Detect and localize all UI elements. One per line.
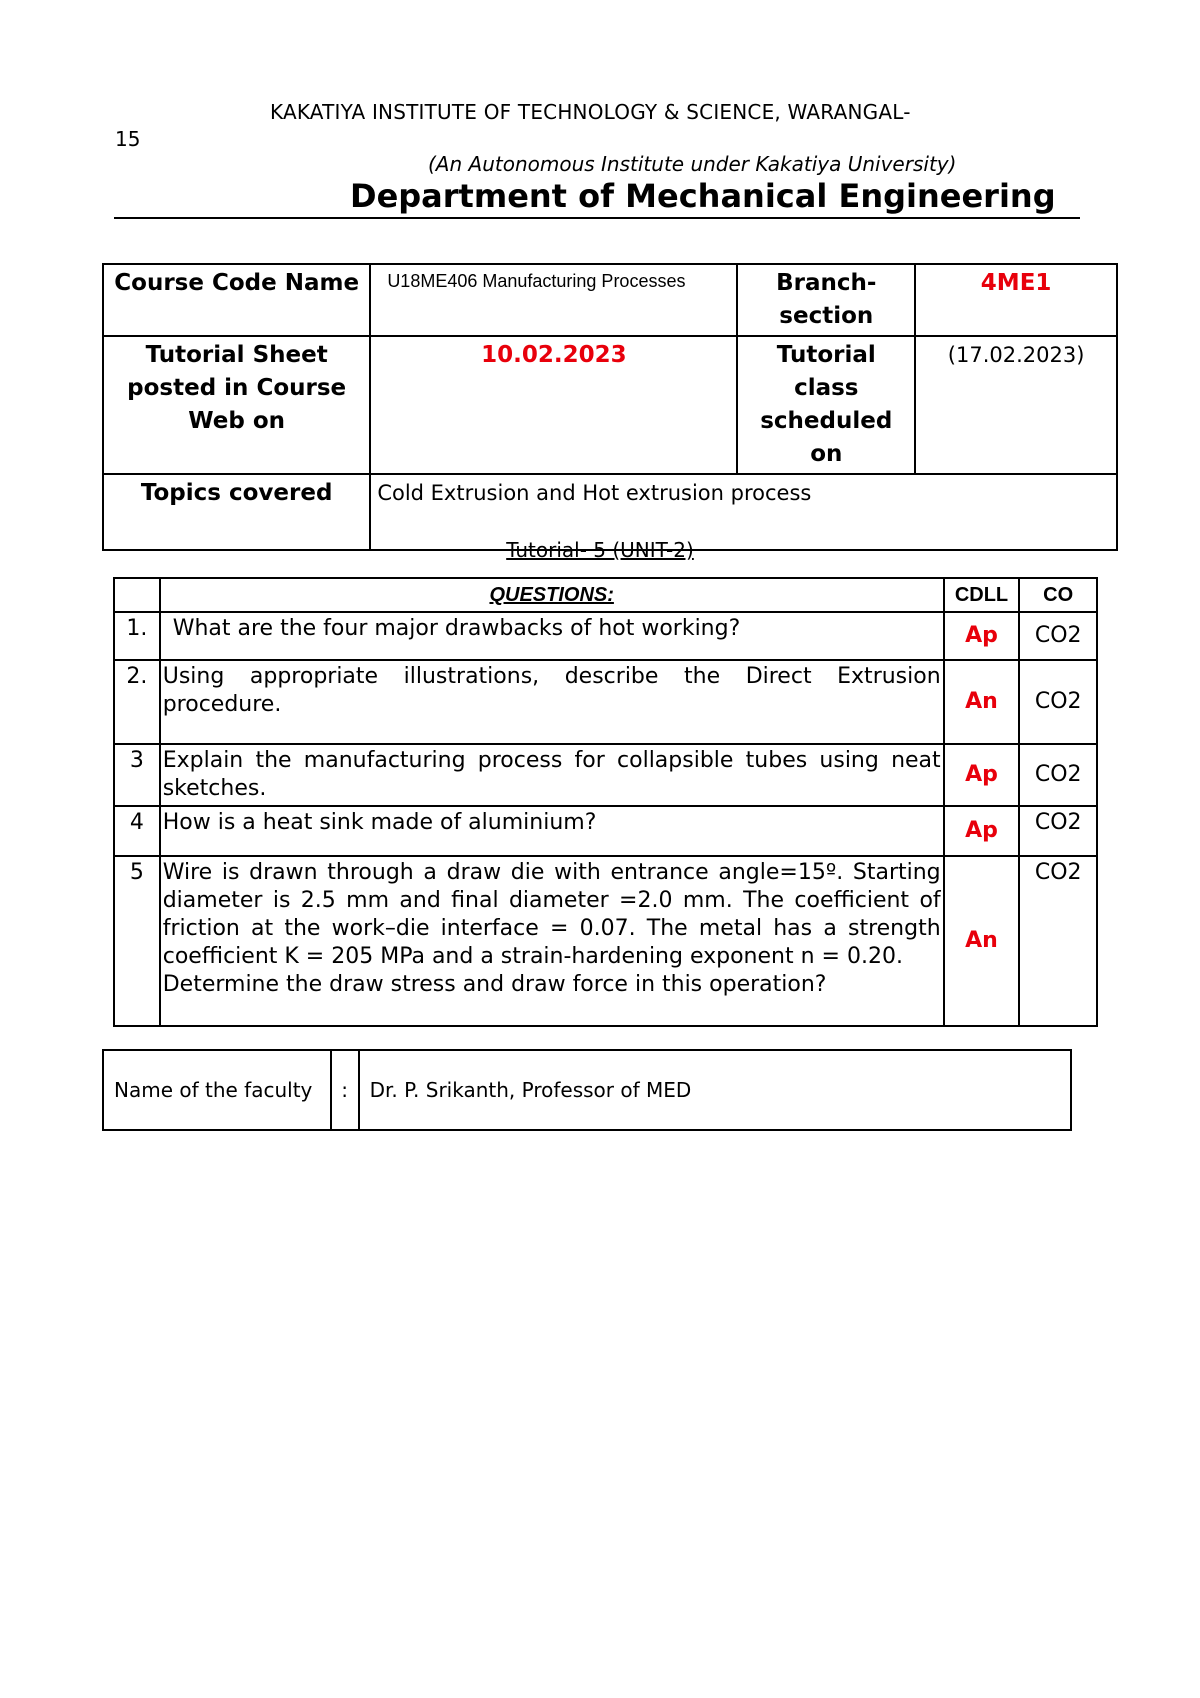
- question-text-cell: [160, 856, 944, 1026]
- questions-header-row: [114, 578, 1097, 612]
- faculty-row: [103, 1050, 1071, 1130]
- faculty-table: [102, 1049, 1072, 1131]
- question-number: 1.: [114, 612, 160, 660]
- question-text: Explain the manufacturing process for collapsible tubes using neat sketches.: [160, 744, 944, 806]
- posted-label: Tutorial Sheet posted in Course Web on: [103, 336, 370, 474]
- posted-date: 10.02.2023: [370, 336, 737, 474]
- question-number: 4: [114, 806, 160, 856]
- cdll-level: Ap: [944, 612, 1020, 660]
- faculty-name: Dr. P. Srikanth, Professor of MED: [359, 1050, 1071, 1130]
- topics-value: Cold Extrusion and Hot extrusion process: [370, 474, 1117, 550]
- question-text-continued: Determine the draw stress and draw force in this operation?: [162, 972, 827, 997]
- faculty-colon: :: [331, 1050, 359, 1130]
- question-row: [114, 806, 1097, 856]
- department-title: Department of Mechanical Engineering: [350, 177, 1056, 215]
- course-outcome: CO2: [1019, 744, 1097, 806]
- schedule-row: [103, 336, 1117, 474]
- cdll-header: CDLL: [944, 578, 1020, 612]
- co-header: CO: [1019, 578, 1097, 612]
- question-number: 5: [114, 856, 160, 1026]
- question-text: What are the four major drawbacks of hot working?: [160, 612, 944, 660]
- question-row: [114, 660, 1097, 744]
- institute-name: KAKATIYA INSTITUTE OF TECHNOLOGY & SCIENCE, WARANGAL-: [270, 100, 911, 124]
- course-label: Course Code Name: [103, 264, 370, 336]
- number-header: [114, 578, 160, 612]
- course-info-row: [103, 264, 1117, 336]
- cdll-level: Ap: [944, 744, 1020, 806]
- questions-table: [113, 577, 1098, 1027]
- institute-subtitle: (An Autonomous Institute under Kakatiya University): [428, 152, 957, 176]
- course-info-table: [102, 263, 1118, 551]
- branch-value: 4ME1: [915, 264, 1117, 336]
- course-value: U18ME406 Manufacturing Processes: [370, 264, 737, 336]
- question-text: Using appropriate illustrations, describe the Direct Extrusion procedure.: [160, 660, 944, 744]
- course-outcome: CO2: [1019, 856, 1097, 1026]
- scheduled-date: (17.02.2023): [915, 336, 1117, 474]
- course-outcome: CO2: [1019, 612, 1097, 660]
- faculty-label: Name of the faculty: [103, 1050, 331, 1130]
- course-outcome: CO2: [1019, 806, 1097, 856]
- question-number: 3: [114, 744, 160, 806]
- question-number: 2.: [114, 660, 160, 744]
- question-text: How is a heat sink made of aluminium?: [160, 806, 944, 856]
- header-rule: [114, 217, 1080, 219]
- questions-header: QUESTIONS:: [160, 578, 944, 612]
- tutorial-title: Tutorial- 5 (UNIT-2): [506, 538, 694, 562]
- cdll-level: An: [944, 660, 1020, 744]
- cdll-level: An: [944, 856, 1020, 1026]
- topics-label: Topics covered: [103, 474, 370, 550]
- question-row: [114, 744, 1097, 806]
- branch-label: Branch-section: [737, 264, 915, 336]
- institute-name-continuation: 15: [115, 127, 141, 151]
- question-text: Wire is drawn through a draw die with entrance angle=15º. Starting diameter is 2.5 mm and final diameter =2.0 mm. The coefficient of friction at the work–die interface = 0.07. The metal has a strength coefficient K = 205 MPa and a strain-hardening exponent n = 0.20.: [162, 860, 941, 969]
- question-row: [114, 612, 1097, 660]
- cdll-level: Ap: [944, 806, 1020, 856]
- scheduled-label: Tutorial class scheduled on: [737, 336, 915, 474]
- question-row: [114, 856, 1097, 1026]
- course-outcome: CO2: [1019, 660, 1097, 744]
